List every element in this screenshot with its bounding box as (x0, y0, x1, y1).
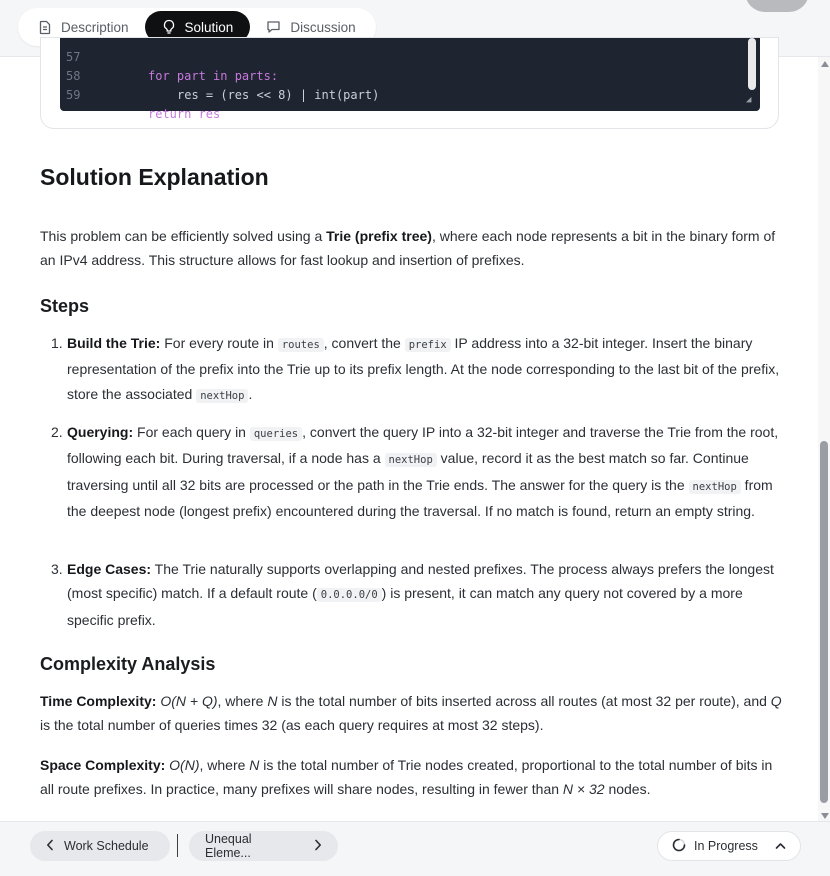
bottom-nav-bar (0, 821, 830, 876)
list-item: 1. Build the Trie: For every route in routes , convert the prefix IP address into a 32-bit integer. Insert the binary representation of the prefix into the Trie up to its prefix length. At the node corresponding to the last bit of the prefix, store the associated nextHop . (51, 335, 780, 402)
complexity-heading: Complexity Analysis (40, 654, 216, 674)
tab-discussion-label: Discussion (290, 19, 356, 35)
code-scrollbar[interactable] (748, 38, 756, 90)
chevron-left-icon (46, 839, 54, 854)
page-scrollbar[interactable] (818, 57, 830, 821)
avatar[interactable] (745, 0, 809, 12)
list-item: 3. Edge Cases: The Trie naturally supports overlapping and nested prefixes. The process always prefers the longest (most specific) match. If a default route ( 0.0.0.0/0 ) is present, it can match any query not covered by a more specific prefix. (51, 561, 774, 628)
intro-paragraph: This problem can be efficiently solved using a Trie (prefix tree), where each node represents a bit in the binary form of an IPv4 address. This structure allows for fast lookup and insertion of prefixes. (40, 228, 776, 268)
lightbulb-icon (162, 19, 176, 35)
status-dropdown[interactable] (657, 831, 801, 861)
prev-problem-button[interactable] (30, 831, 170, 861)
scroll-down-icon[interactable] (821, 813, 829, 819)
next-problem-label: Unequal Eleme... (205, 832, 252, 860)
next-problem-button[interactable] (189, 831, 338, 861)
chevron-right-icon (314, 839, 322, 854)
resize-grip-icon[interactable]: ◢ (746, 95, 752, 105)
tab-solution-label: Solution (184, 19, 234, 35)
chat-icon (266, 20, 281, 34)
list-item: 2. Querying: For each query in queries , convert the query IP into a 32-bit integer and traverse the Trie from the root, following each bit. During traversal, if a node has a nextHop value, record it as the best match so far. Continue traversing until all 32 bits are processed or the path in the Trie ends. The answer for the query is the nextHop from the deepest node (longest prefix) encountered during the traversal. If no match is found, return an empty string. (51, 424, 779, 519)
tab-description-label: Description (61, 19, 129, 35)
prev-problem-label: Work Schedule (64, 839, 149, 853)
code-text: return res (148, 107, 221, 121)
steps-heading: Steps (40, 296, 90, 316)
space-complexity: Space Complexity: O(N), where N is the total number of Trie nodes created, proportional to the total number of bits in all route prefixes. In practice, many prefixes will share nodes, resulting in fewer than N × 32 nodes. (40, 757, 773, 797)
document-icon (38, 20, 52, 35)
line-number: 57 (66, 50, 81, 64)
line-number: 59 (66, 88, 81, 102)
progress-spinner-icon (672, 838, 686, 855)
code-text: res = (res << 8) | int(part) (177, 88, 380, 102)
status-label: In Progress (694, 839, 758, 853)
scrollbar-thumb[interactable] (820, 441, 828, 803)
divider (177, 834, 178, 857)
code-block (60, 38, 760, 121)
code-text: for part in parts: (148, 69, 279, 83)
chevron-up-icon (775, 839, 786, 853)
page-title: Solution Explanation (40, 164, 269, 190)
line-number: 58 (66, 69, 81, 83)
scroll-up-icon[interactable] (821, 61, 829, 67)
code-card (40, 37, 779, 129)
solution-content (0, 50, 818, 821)
time-complexity: Time Complexity: O(N + Q), where N is the total number of bits inserted across all routes (at most 32 per route), and Q is the total number of queries times 32 (as each query requires at most 32 steps). (40, 693, 782, 733)
